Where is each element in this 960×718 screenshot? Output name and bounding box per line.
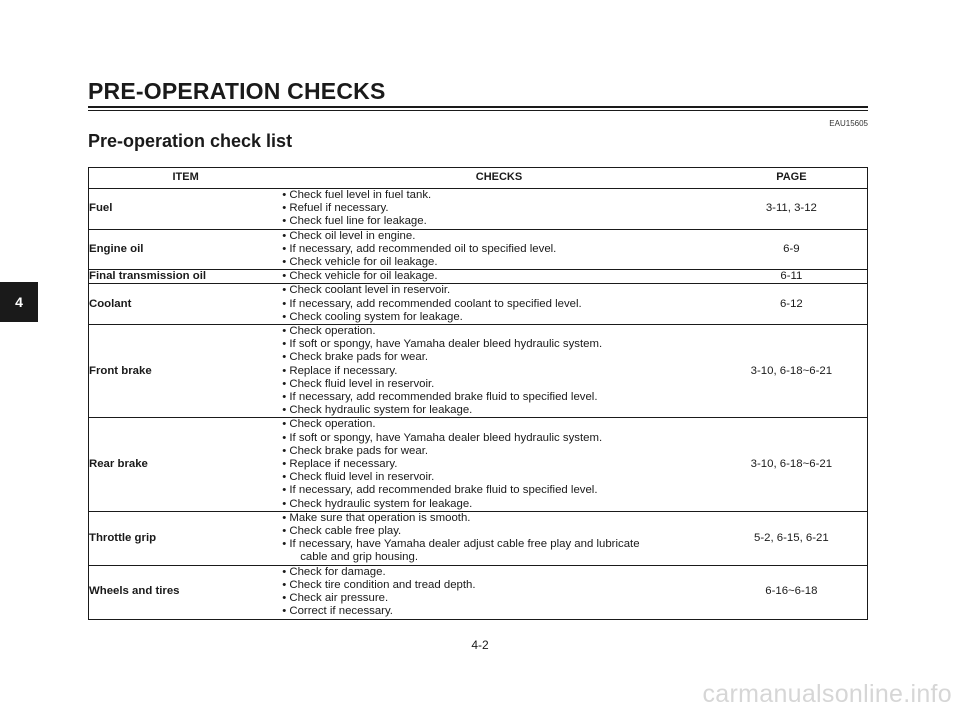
item-cell: Front brake bbox=[89, 325, 283, 418]
page-reference-cell: 3-10, 6-18~6-21 bbox=[716, 418, 868, 511]
table-row bbox=[89, 284, 868, 325]
item-cell: Throttle grip bbox=[89, 511, 283, 565]
check-line: • If soft or spongy, have Yamaha dealer bleed hydraulic system. bbox=[282, 338, 603, 351]
table-row bbox=[89, 418, 868, 511]
page-reference-cell: 6-16~6-18 bbox=[716, 565, 868, 619]
item-cell: Rear brake bbox=[89, 418, 283, 511]
page-reference-cell: 6-11 bbox=[716, 270, 868, 284]
item-cell: Fuel bbox=[89, 189, 283, 230]
page-reference-cell: 3-11, 3-12 bbox=[716, 189, 868, 230]
check-line: • Check vehicle for oil leakage. bbox=[282, 256, 438, 269]
check-line: • If necessary, add recommended brake fluid to specified level. bbox=[282, 391, 598, 404]
checks-cell bbox=[282, 284, 716, 325]
check-line: • Refuel if necessary. bbox=[282, 202, 389, 215]
check-line: • Check coolant level in reservoir. bbox=[282, 284, 451, 297]
checks-cell bbox=[282, 325, 716, 418]
check-line: • If necessary, have Yamaha dealer adjust cable free play and lubricate bbox=[282, 538, 640, 551]
check-line: • Check operation. bbox=[282, 418, 376, 431]
table-row bbox=[89, 229, 868, 270]
check-line: • Check cooling system for leakage. bbox=[282, 310, 463, 323]
item-cell: Wheels and tires bbox=[89, 565, 283, 619]
page-header-title: PRE-OPERATION CHECKS bbox=[88, 78, 386, 104]
table-row bbox=[89, 565, 868, 619]
page-reference-cell: 3-10, 6-18~6-21 bbox=[716, 325, 868, 418]
item-cell: Engine oil bbox=[89, 229, 283, 270]
section-title: Pre-operation check list bbox=[88, 131, 293, 151]
check-line: • If necessary, add recommended coolant to specified level. bbox=[282, 297, 582, 310]
checks-cell bbox=[282, 511, 716, 565]
check-line: • Check tire condition and tread depth. bbox=[282, 578, 476, 591]
check-line: • Correct if necessary. bbox=[282, 605, 393, 618]
check-line: • If soft or spongy, have Yamaha dealer bleed hydraulic system. bbox=[282, 431, 603, 444]
table-row bbox=[89, 270, 868, 284]
chapter-tab[interactable]: 4 bbox=[0, 282, 38, 322]
column-header-checks: CHECKS bbox=[282, 168, 716, 189]
page-reference-cell: 6-9 bbox=[716, 229, 868, 270]
check-line: • Check cable free play. bbox=[282, 525, 402, 538]
pre-operation-checklist-table bbox=[88, 167, 868, 620]
checks-cell bbox=[282, 189, 716, 230]
checks-cell bbox=[282, 270, 716, 284]
check-line: • Check fluid level in reservoir. bbox=[282, 471, 435, 484]
table-row bbox=[89, 511, 868, 565]
check-line: • Check brake pads for wear. bbox=[282, 444, 429, 457]
check-line: • Check for damage. bbox=[282, 565, 386, 578]
checks-cell bbox=[282, 229, 716, 270]
item-cell: Final transmission oil bbox=[89, 270, 283, 284]
header-rule-thin bbox=[88, 110, 868, 111]
column-header-item: ITEM bbox=[89, 168, 283, 189]
check-line: • Replace if necessary. bbox=[282, 458, 398, 471]
check-line: • If necessary, add recommended oil to specified level. bbox=[282, 242, 557, 255]
header-rule bbox=[88, 106, 868, 108]
check-line: • Check air pressure. bbox=[282, 592, 389, 605]
check-line: • If necessary, add recommended brake fluid to specified level. bbox=[282, 484, 598, 497]
check-line: • Check hydraulic system for leakage. bbox=[282, 497, 473, 510]
check-line: • Check operation. bbox=[282, 325, 376, 338]
table-header-row bbox=[89, 168, 868, 189]
column-header-page: PAGE bbox=[716, 168, 868, 189]
check-line: • Check fuel line for leakage. bbox=[282, 215, 427, 228]
check-line: • Replace if necessary. bbox=[282, 364, 398, 377]
table-body bbox=[89, 189, 868, 620]
check-line: • Check hydraulic system for leakage. bbox=[282, 404, 473, 417]
checks-cell bbox=[282, 565, 716, 619]
checks-cell bbox=[282, 418, 716, 511]
document-code: EAU15605 bbox=[829, 119, 868, 128]
check-line: • Make sure that operation is smooth. bbox=[282, 511, 471, 524]
check-line: • Check oil level in engine. bbox=[282, 229, 416, 242]
page-reference-cell: 6-12 bbox=[716, 284, 868, 325]
check-line: • Check vehicle for oil leakage. bbox=[282, 270, 438, 283]
check-line: • Check fluid level in reservoir. bbox=[282, 377, 435, 390]
check-line: • Check brake pads for wear. bbox=[282, 351, 429, 364]
watermark: carmanualsonline.info bbox=[702, 680, 952, 708]
table-row bbox=[89, 189, 868, 230]
item-cell: Coolant bbox=[89, 284, 283, 325]
page-reference-cell: 5-2, 6-15, 6-21 bbox=[716, 511, 868, 565]
table-row bbox=[89, 325, 868, 418]
check-line: • Check fuel level in fuel tank. bbox=[282, 189, 432, 201]
page-number: 4-2 bbox=[471, 638, 489, 652]
check-line: cable and grip housing. bbox=[300, 551, 419, 564]
